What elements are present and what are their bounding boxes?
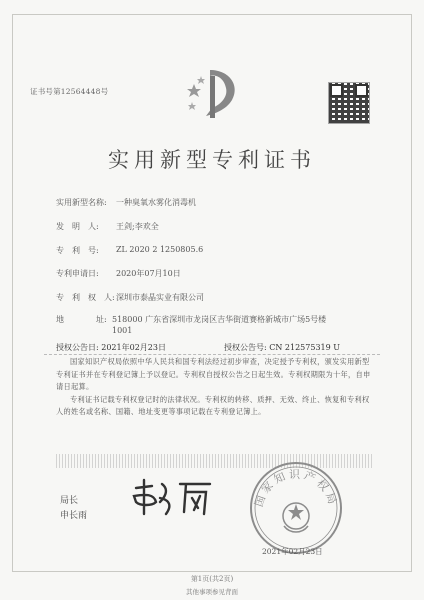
- seal-text: 国家知识产权局: [252, 467, 340, 509]
- certificate-body: [56, 356, 374, 419]
- field-label: 发 明 人:: [56, 222, 99, 231]
- field-value: 深圳市泰晶实业有限公司: [116, 293, 204, 302]
- field-patentee: [56, 292, 204, 303]
- director-name: 申长雨: [60, 511, 88, 521]
- director-signature: [130, 476, 220, 520]
- body-paragraph: 国家知识产权局依照中华人民共和国专利法经过初步审查，决定授予专利权，颁发实用新型专利证书并在专利登记簿上予以登记。专利权自授权公告之日起生效。专利权期限为十年，自申请日起算。: [56, 357, 371, 391]
- seal-date: 2021年02月23日: [262, 547, 323, 556]
- field-value: 王剑;李欢全: [116, 222, 159, 231]
- page-number: 第1页(共2页): [190, 575, 234, 583]
- grant-date-value: 2021年02月23日: [101, 343, 166, 352]
- director-block: [60, 494, 87, 524]
- divider: [44, 354, 380, 355]
- field-label: 专 利 号:: [56, 246, 99, 255]
- field-address-value: 518000 广东省深圳市龙岗区吉华街道赛格新城市广场5号楼1001: [112, 315, 327, 335]
- field-value: ZL 2020 2 1250805.6: [116, 245, 204, 254]
- field-label: 地 址:: [56, 315, 107, 324]
- director-title: 局长: [60, 496, 79, 506]
- field-value: 2020年07月10日: [116, 269, 181, 278]
- field-address-label-row: [56, 314, 116, 325]
- grant-number-value: CN 212575319 U: [269, 343, 341, 352]
- field-utility-model-name: [56, 197, 196, 208]
- body-paragraph: 专利证书记载专利权登记时的法律状况。专利权的转移、质押、无效、终止、恢复和专利权人的姓名或名称、国籍、地址变更等事项记载在专利登记簿上。: [56, 394, 370, 416]
- qr-code: [328, 82, 370, 124]
- field-inventor: [56, 221, 159, 232]
- official-seal: [248, 460, 344, 556]
- page-title: 实用新型专利证书: [108, 148, 316, 172]
- grant-date-label: 授权公告日:: [56, 343, 99, 352]
- field-patent-number: [56, 245, 203, 256]
- footer-note: 其他事项参见背面: [186, 588, 238, 596]
- field-label: 实用新型名称:: [56, 198, 107, 207]
- grant-number-label: 授权公告号:: [224, 343, 267, 352]
- field-application-date: [56, 268, 181, 279]
- grant-date: [56, 342, 166, 353]
- patent-office-emblem-icon: [186, 64, 242, 124]
- field-value: 一种臭氧水雾化消毒机: [116, 198, 196, 207]
- field-label: 专 利 权 人:: [56, 293, 115, 302]
- field-label: 专利申请日:: [56, 269, 99, 278]
- certificate-number: 证书号第12564448号: [30, 87, 109, 96]
- grant-number: [224, 342, 340, 353]
